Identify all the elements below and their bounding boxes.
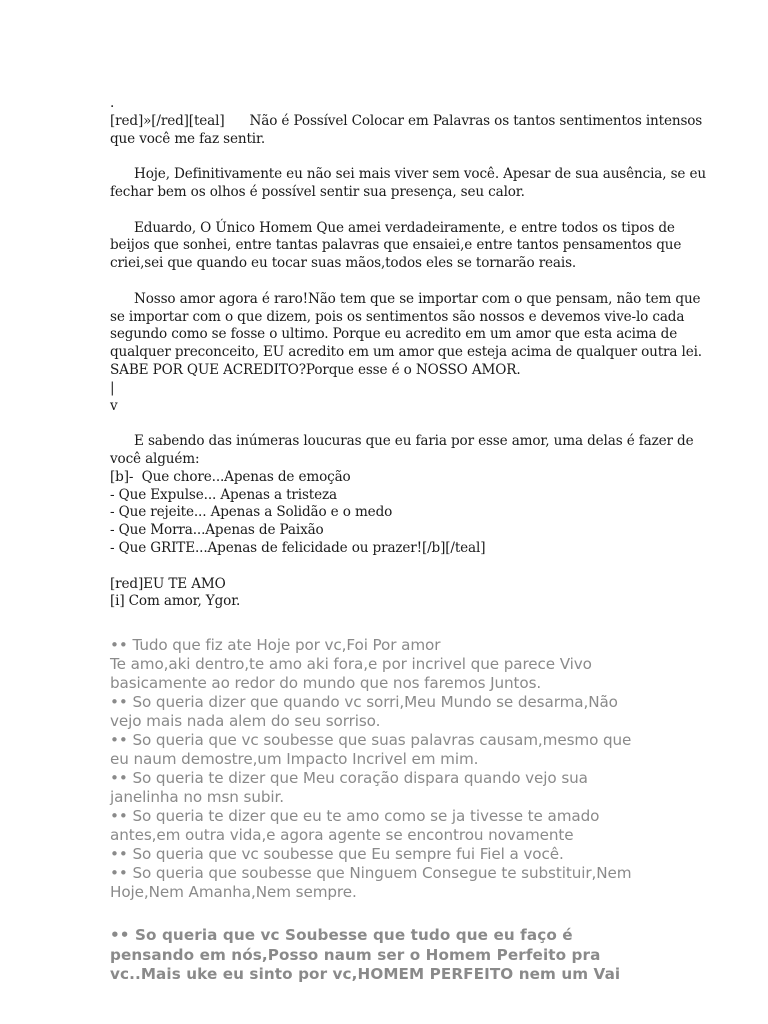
message-line: •• So queria dizer que quando vc sorri,Meu Mundo se desarma,Não xyxy=(110,693,618,711)
message-line: •• So queria que soubesse que Ninguem Consegue te substituir,Nem xyxy=(110,864,632,882)
letter-line: Hoje, Definitivamente eu não sei mais viver sem você. Apesar de sua ausência, se eu xyxy=(134,166,706,183)
paragraph-gap xyxy=(110,558,670,576)
message-line: •• So queria que vc soubesse que Eu sempre fui Fiel a você. xyxy=(110,845,564,863)
signature-line: [i] Com amor, Ygor. xyxy=(110,593,241,610)
messages-list xyxy=(110,636,670,902)
letter-line: Eduardo, O Único Homem Que amei verdadeiramente, e entre todos os tipos de xyxy=(134,219,675,236)
leading-dot: . xyxy=(110,95,115,111)
letter-line: você alguém: xyxy=(110,450,200,467)
bold-message xyxy=(110,926,670,985)
list-item: - Que GRITE...Apenas de felicidade ou prazer![/b][/teal] xyxy=(110,539,486,556)
letter-line: que você me faz sentir. xyxy=(110,130,266,147)
message-line: vejo mais nada alem do seu sorriso. xyxy=(110,712,381,730)
bold-message-line: vc..Mais uke eu sinto por vc,HOMEM PERFEITO nem um Vai xyxy=(110,965,621,983)
letter-text xyxy=(110,95,706,611)
letter-line: criei,sei que quando eu tocar suas mãos,todos eles se tornarão reais. xyxy=(110,255,577,272)
message-line: antes,em outra vida,e agora agente se encontrou novamente xyxy=(110,826,574,844)
letter-line: fechar bem os olhos é possível sentir sua presença, seu calor. xyxy=(110,183,525,200)
paragraph-gap xyxy=(110,415,670,433)
letter-line: SABE POR QUE ACREDITO?Porque esse é o NOSSO AMOR. xyxy=(110,361,521,378)
arrow-head: v xyxy=(110,397,118,414)
message-line: •• So queria te dizer que eu te amo como se ja tivesse te amado xyxy=(110,807,600,825)
letter-line: qualquer preconceito, EU acredito em um amor que esteja acima de qualquer outra lei. xyxy=(110,344,702,361)
message-line: •• So queria te dizer que Meu coração dispara quando vejo sua xyxy=(110,769,588,787)
message-line: janelinha no msn subir. xyxy=(110,788,285,806)
letter-line: segundo como se fosse o ultimo. Porque eu acredito em um amor que esta acima de xyxy=(110,326,678,343)
paragraph-gap xyxy=(110,202,670,220)
message-line: •• Tudo que fiz ate Hoje por vc,Foi Por amor xyxy=(110,636,441,654)
letter-line: beijos que sonhei, entre tantas palavras que ensaiei,e entre tantos pensamentos que xyxy=(110,237,682,254)
bold-message-line: •• So queria que vc Soubesse que tudo que eu faço é xyxy=(110,926,573,944)
paragraph-gap xyxy=(110,148,670,166)
list-item: - Que rejeite... Apenas a Solidão e o medo xyxy=(110,504,393,521)
list-item: - Que Morra...Apenas de Paixão xyxy=(110,522,324,539)
message-line: Te amo,aki dentro,te amo aki fora,e por incrivel que parece Vivo xyxy=(110,655,592,673)
closing-line: [red]EU TE AMO xyxy=(110,575,226,592)
letter-line: Nosso amor agora é raro!Não tem que se importar com o que pensam, não tem que xyxy=(134,290,701,307)
letter-line: E sabendo das inúmeras loucuras que eu faria por esse amor, uma delas é fazer de xyxy=(134,433,694,450)
list-item: [b]- Que chore...Apenas de emoção xyxy=(110,468,351,485)
list-item: - Que Expulse... Apenas a tristeza xyxy=(110,486,337,503)
message-line: •• So queria que vc soubesse que suas palavras causam,mesmo que xyxy=(110,731,632,749)
letter-line: [red]»[/red][teal] Não é Possível Colocar em Palavras os tantos sentimentos intensos xyxy=(110,112,703,129)
message-line: eu naum demostre,um Impacto Incrivel em mim. xyxy=(110,750,479,768)
arrow-bar: | xyxy=(110,379,115,396)
letter-line: se importar com o que dizem, pois os sentimentos são nossos e devemos vive-lo cada xyxy=(110,308,685,325)
bold-message-line: pensando em nós,Posso naum ser o Homem Perfeito pra xyxy=(110,945,601,964)
message-line: Hoje,Nem Amanha,Nem sempre. xyxy=(110,883,357,901)
paragraph-gap xyxy=(110,273,670,291)
message-line: basicamente ao redor do mundo que nos faremos Juntos. xyxy=(110,674,542,692)
